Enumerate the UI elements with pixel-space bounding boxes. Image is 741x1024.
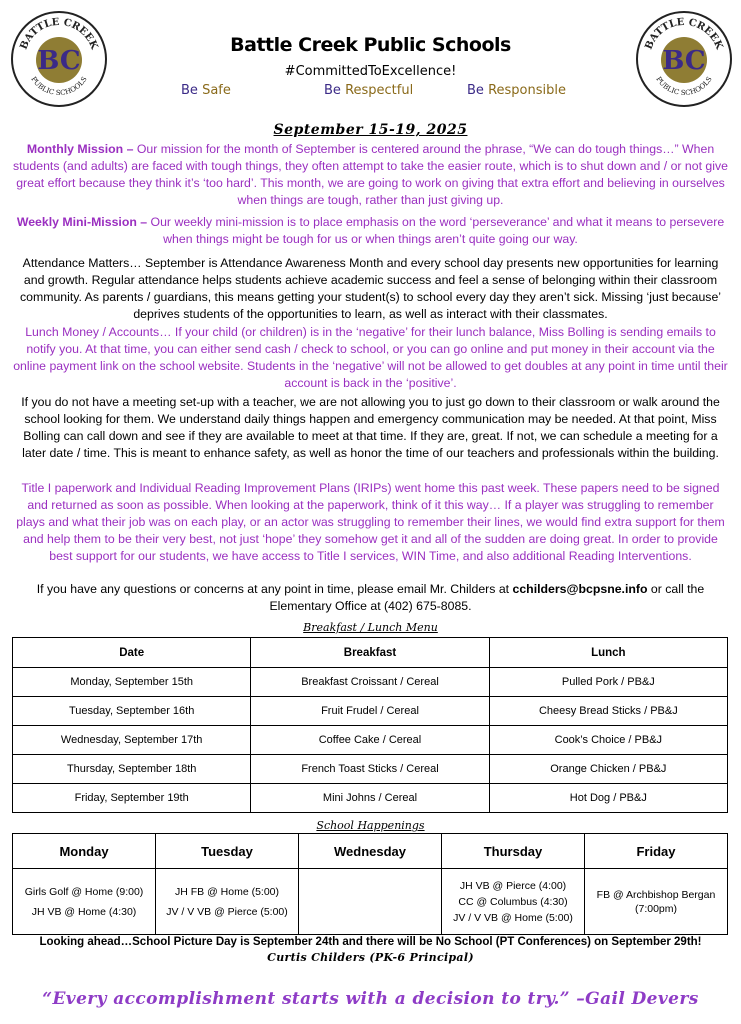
school-logo-left (11, 11, 107, 107)
motto-be: Be (467, 83, 484, 98)
motto-word: Safe (202, 83, 231, 98)
menu-header-lunch: Lunch (489, 638, 727, 668)
logo-top-text: BATTLE CREEK (643, 16, 725, 52)
event-item: CC @ Columbus (4:30) (458, 895, 568, 908)
contact-text-post: or call the Elementary Office at (402) 675-8085. (269, 582, 705, 613)
menu-lunch: Pulled Pork / PB&J (489, 668, 727, 697)
quote: “Every accomplishment starts with a decision to try.” –Gail Devers (42, 989, 699, 1009)
menu-header-date: Date (13, 638, 251, 668)
table-row (13, 697, 728, 726)
menu-header-row (13, 638, 728, 668)
menu-title: Breakfast / Lunch Menu (303, 621, 438, 634)
event-item: JH VB @ Pierce (4:00) (459, 879, 567, 892)
logo-bottom-text: PUBLIC SCHOOLS (29, 75, 89, 98)
menu-header-breakfast: Breakfast (251, 638, 489, 668)
table-row (13, 668, 728, 697)
monthly-mission-label: Monthly Mission – (26, 142, 134, 156)
event-item: JH VB @ Home (4:30) (31, 905, 137, 918)
contact-paragraph (12, 581, 729, 615)
motto-be: Be (324, 83, 341, 98)
happenings-table (12, 833, 728, 935)
event-item: JV / V VB @ Pierce (5:00) (166, 905, 288, 918)
happenings-header-monday: Monday (13, 834, 156, 869)
contact-text-pre: If you have any questions or concerns at any point in time, please email Mr. Childers at (36, 582, 513, 596)
happenings-header-tuesday: Tuesday (156, 834, 299, 869)
menu-table (12, 637, 728, 813)
menu-breakfast: French Toast Sticks / Cereal (251, 755, 489, 784)
happenings-header-wednesday: Wednesday (299, 834, 442, 869)
monthly-mission-text: Our mission for the month of September is centered around the phrase, “We can do tough things…” When students (and adults) are faced with tough things, they often attempt to take the easier route, which is to shut down and / or not give great effort because they think it’s ‘too hard’. This month, we are going to work on giving that extra effort and believing in ourselves when things are tough, rather than just giving up. (12, 142, 728, 207)
attendance-paragraph: Attendance Matters… September is Attendance Awareness Month and every school day presents new opportunities for learning and growth. Regular attendance helps students achieve academic success and feel a sense of belonging within their classroom community. As parents / guardians, this means getting your student(s) to school every day they aren’t sick. Missing ‘just because’ deprives students of the opportunities to learn, as well as interact with their classmates. (19, 256, 722, 321)
happenings-header-friday: Friday (585, 834, 728, 869)
table-row (13, 726, 728, 755)
menu-date: Thursday, September 18th (13, 755, 251, 784)
happenings-wednesday (299, 869, 442, 935)
weekly-mission-label: Weekly Mini-Mission – (16, 215, 148, 229)
menu-lunch: Hot Dog / PB&J (489, 784, 727, 813)
looking-ahead: Looking ahead…School Picture Day is September 24th and there will be No School (PT Conferences) on September 29th! (39, 936, 702, 948)
menu-lunch: Orange Chicken / PB&J (489, 755, 727, 784)
title1-paragraph: Title I paperwork and Individual Reading Improvement Plans (IRIPs) went home this past week. These papers need to be signed and returned as soon as possible. When looking at the paperwork, think of it this way… If a player was struggling to remember plays and what their job was on each play, or an actor was struggling to remember their lines, we would find extra support for them and help them to be their very best, not just ‘hope’ they somehow get it and all of the sudden are doing great. In order to provide best support for our students, we have access to Title I services, WIN Time, and also additional Reading Interventions. (16, 481, 725, 563)
principal-signature: Curtis Childers (PK-6 Principal) (267, 951, 474, 964)
event-item: JV / V VB @ Home (5:00) (453, 911, 573, 924)
happenings-thursday (442, 869, 585, 935)
logo-top-text: BATTLE CREEK (18, 16, 100, 52)
happenings-monday (13, 869, 156, 935)
table-row (13, 755, 728, 784)
menu-lunch: Cook’s Choice / PB&J (489, 726, 727, 755)
hashtag: #CommittedToExcellence! (284, 64, 457, 79)
event-item: JH FB @ Home (5:00) (174, 885, 279, 898)
menu-date: Tuesday, September 16th (13, 697, 251, 726)
menu-lunch: Cheesy Bread Sticks / PB&J (489, 697, 727, 726)
event-item: FB @ Archbishop Bergan (7:00pm) (596, 888, 716, 915)
menu-date: Wednesday, September 17th (13, 726, 251, 755)
happenings-header-thursday: Thursday (442, 834, 585, 869)
motto-respectful (324, 83, 413, 98)
school-name: Battle Creek Public Schools (230, 34, 511, 56)
menu-breakfast: Coffee Cake / Cereal (251, 726, 489, 755)
menu-breakfast: Breakfast Croissant / Cereal (251, 668, 489, 697)
menu-date: Monday, September 15th (13, 668, 251, 697)
motto-be: Be (181, 83, 198, 98)
week-title: September 15-19, 2025 (273, 122, 468, 138)
happenings-tuesday (156, 869, 299, 935)
motto-responsible (467, 83, 566, 98)
logo-initials: BC (37, 46, 81, 76)
menu-breakfast: Fruit Frudel / Cereal (251, 697, 489, 726)
meeting-paragraph: If you do not have a meeting set-up with a teacher, we are not allowing you to just go down to their classroom or walk around the school looking for them. We understand daily things happen and emergency communication may be needed. At that point, Miss Bolling can call down and see if they are available to meet at that time. If they are, great. If not, we can schedule a meeting for a later date / time. This is meant to enhance safety, as well as honor the time of our teachers and professionals within the building. (21, 395, 720, 460)
lunch-money-paragraph: Lunch Money / Accounts… If your child (or children) is in the ‘negative’ for their lunch balance, Miss Bolling is sending emails to notify you. At that time, you can either send cash / check to school, or you can go online and put money in their account via the online payment link on the school website. Students in the ‘negative’ will not be allowed to get doubles at any point in time until their account is back in the ‘positive’. (13, 325, 728, 390)
menu-date: Friday, September 19th (13, 784, 251, 813)
menu-breakfast: Mini Johns / Cereal (251, 784, 489, 813)
happenings-header-row (13, 834, 728, 869)
event-item: Girls Golf @ Home (9:00) (24, 885, 144, 898)
happenings-friday (585, 869, 728, 935)
logo-initials: BC (662, 46, 706, 76)
logo-bottom-text: PUBLIC SCHOOLS (654, 75, 714, 98)
school-logo-right (636, 11, 732, 107)
motto-word: Respectful (345, 83, 414, 98)
happenings-title: School Happenings (316, 819, 425, 832)
contact-email-link[interactable]: cchilders@bcpsne.info (512, 582, 648, 596)
table-row (13, 869, 728, 935)
motto-safe (181, 83, 231, 98)
table-row (13, 784, 728, 813)
weekly-mission-paragraph (12, 214, 729, 248)
weekly-mission-text: Our weekly mini-mission is to place emphasis on the word ‘perseverance’ and what it means to persevere when things might be tough for us or when things aren’t quite going our way. (147, 215, 725, 246)
motto-word: Responsible (488, 83, 566, 98)
monthly-mission-paragraph (12, 141, 729, 209)
